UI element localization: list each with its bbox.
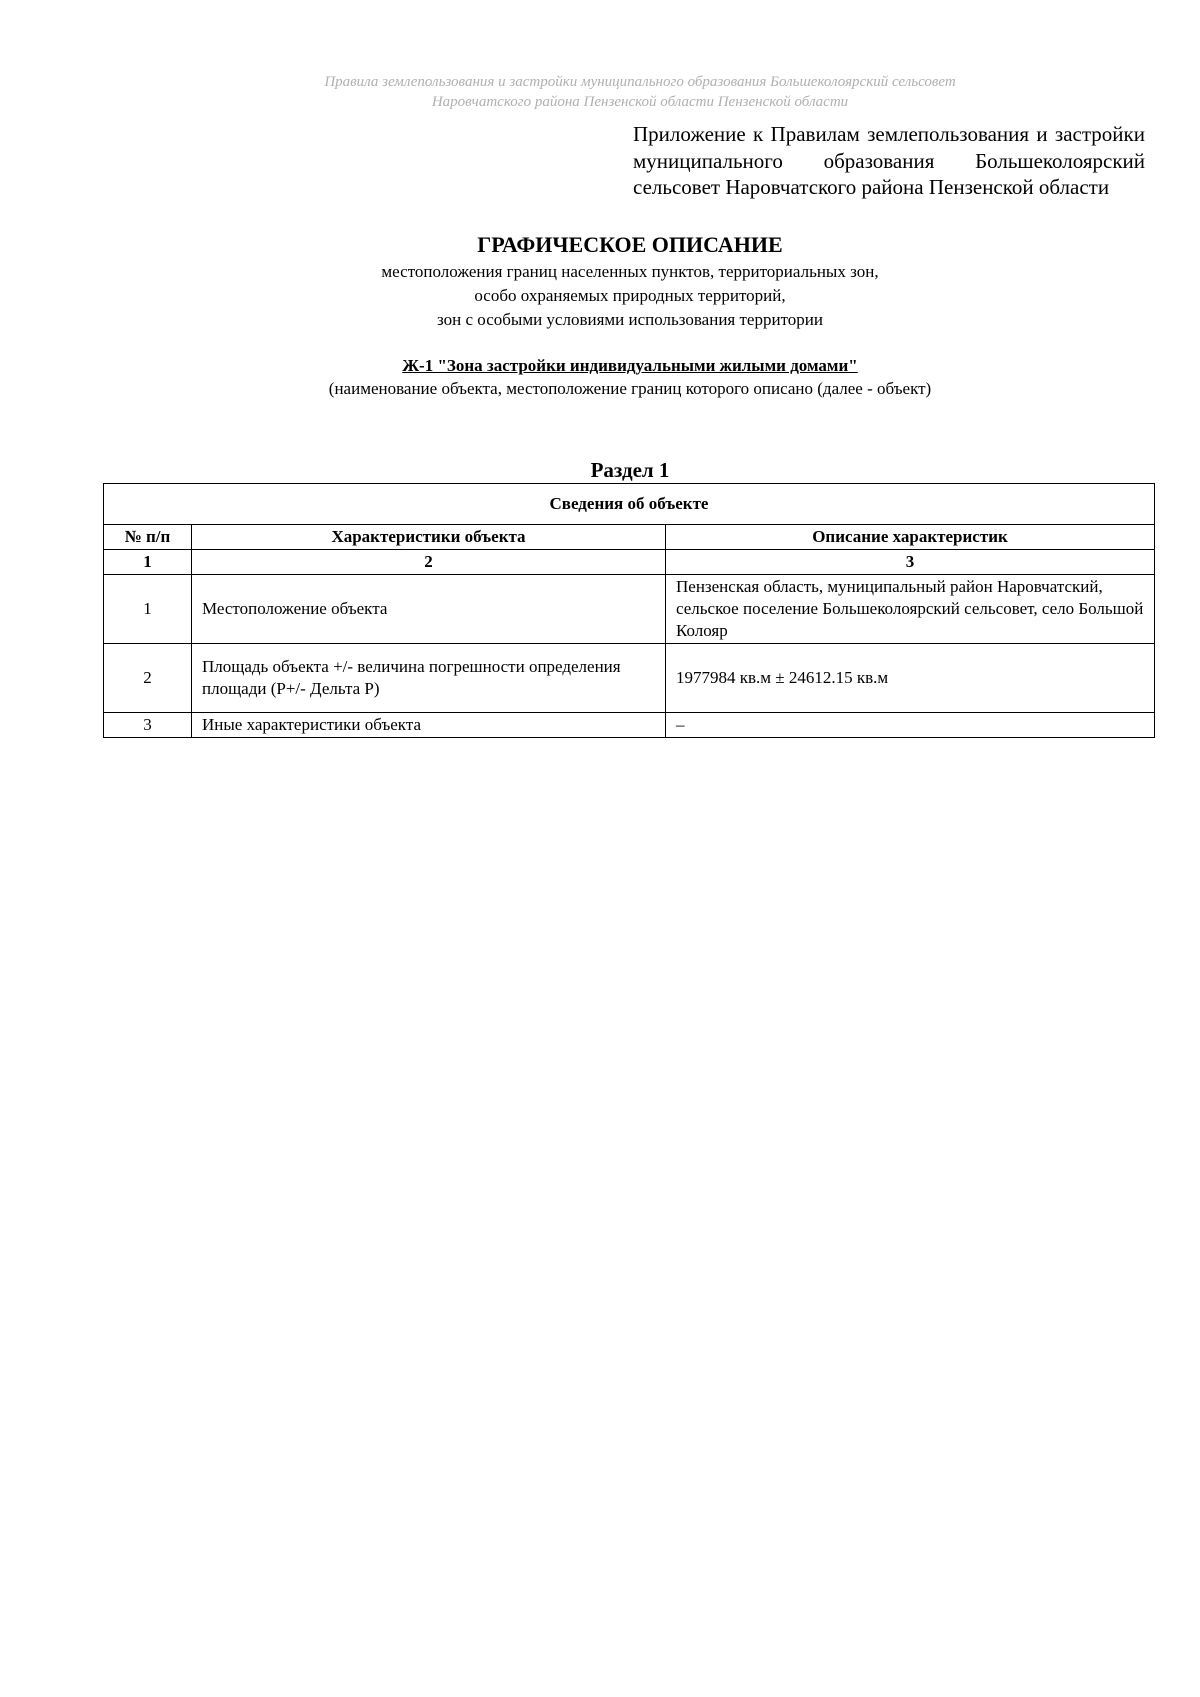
header-description: Описание характеристик bbox=[666, 525, 1155, 550]
row-description: – bbox=[666, 713, 1155, 738]
row-num: 3 bbox=[104, 713, 192, 738]
subtitle-line-2: особо охраняемых природных территорий, bbox=[474, 286, 786, 305]
running-header bbox=[150, 72, 1130, 112]
column-number-3: 3 bbox=[666, 550, 1155, 575]
column-number-1: 1 bbox=[104, 550, 192, 575]
table-row bbox=[104, 575, 1155, 644]
header-characteristic: Характеристики объекта bbox=[192, 525, 666, 550]
row-characteristic: Иные характеристики объекта bbox=[192, 713, 666, 738]
document-subtitle bbox=[100, 260, 1160, 332]
table-column-number-row bbox=[104, 550, 1155, 575]
running-header-line-2: Наровчатского района Пензенской области Пензенской области bbox=[431, 94, 849, 110]
column-number-2: 2 bbox=[192, 550, 666, 575]
row-num: 2 bbox=[104, 644, 192, 713]
document-title: ГРАФИЧЕСКОЕ ОПИСАНИЕ bbox=[477, 232, 783, 257]
object-name-text: Ж-1 "Зона застройки индивидуальными жилыми домами" bbox=[402, 356, 858, 375]
table-row bbox=[104, 644, 1155, 713]
subtitle-line-1: местоположения границ населенных пунктов, территориальных зон, bbox=[381, 262, 879, 281]
row-description: 1977984 кв.м ± 24612.15 кв.м bbox=[666, 644, 1155, 713]
object-caption: (наименование объекта, местоположение границ которого описано (далее - объект) bbox=[328, 379, 932, 398]
object-name bbox=[100, 355, 1160, 377]
row-characteristic: Местоположение объекта bbox=[192, 575, 666, 644]
appendix-note: Приложение к Правилам землепользования и застройки муниципального образования Большеколоярский сельсовет Наровчатского района Пензенской области bbox=[633, 122, 1145, 199]
running-header-line-1: Правила землепользования и застройки муниципального образования Большеколоярский сельсовет bbox=[324, 74, 956, 90]
object-info-table bbox=[103, 483, 1155, 738]
row-description: Пензенская область, муниципальный район Наровчатский, сельское поселение Большеколоярский сельсовет, село Большой Колояр bbox=[666, 575, 1155, 644]
section-title: Раздел 1 bbox=[590, 458, 670, 482]
table-caption: Сведения об объекте bbox=[104, 484, 1155, 525]
table-caption-row bbox=[104, 484, 1155, 525]
row-num: 1 bbox=[104, 575, 192, 644]
subtitle-line-3: зон с особыми условиями использования территории bbox=[437, 310, 823, 329]
row-characteristic: Площадь объекта +/- величина погрешности определения площади (Р+/- Дельта Р) bbox=[192, 644, 666, 713]
table-row bbox=[104, 713, 1155, 738]
header-num: № п/п bbox=[104, 525, 192, 550]
table-header-row bbox=[104, 525, 1155, 550]
